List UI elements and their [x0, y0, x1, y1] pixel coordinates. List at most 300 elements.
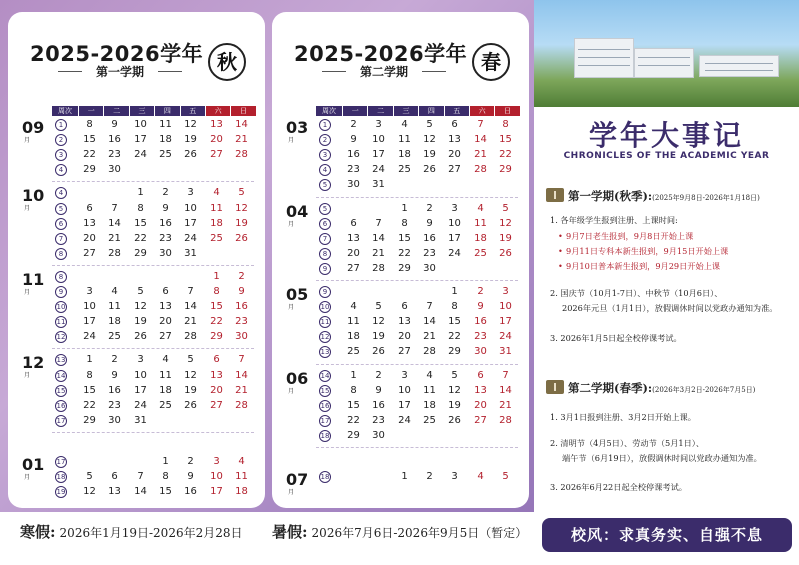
- week-number: 17: [320, 416, 330, 425]
- day-cell: 11: [347, 316, 360, 328]
- day-cell: 30: [372, 429, 385, 441]
- sem2-heading: 第二学期(春季):(2026年3月2日-2026年7月5日): [546, 380, 755, 396]
- day-cell: 26: [423, 164, 436, 176]
- winter-break-text: 2026年1月19日-2026年2月28日: [59, 526, 243, 540]
- fall-month-01: 01 月: [22, 454, 45, 481]
- week-number: 17: [56, 416, 66, 425]
- day-cell: 5: [86, 471, 93, 482]
- day-cell: 5: [451, 369, 458, 381]
- fall-month-12: 12 月: [22, 353, 45, 380]
- day-cell: 23: [347, 164, 360, 176]
- week-number: 13: [320, 348, 330, 357]
- week-number: 5: [55, 203, 67, 215]
- week-row: [272, 384, 529, 399]
- day-cell: 8: [451, 301, 458, 313]
- day-cell: 20: [210, 384, 223, 396]
- day-cell: 23: [372, 414, 385, 426]
- day-cell: 22: [83, 149, 96, 161]
- day-cell: 15: [83, 134, 96, 146]
- day-cell: 17: [184, 217, 197, 229]
- day-cell: 28: [108, 247, 121, 259]
- day-cell: 23: [108, 149, 121, 161]
- day-cell: 9: [350, 134, 357, 146]
- day-cell: 19: [499, 232, 512, 244]
- spring-seal: 春: [472, 43, 510, 81]
- day-cell: 3: [375, 119, 382, 130]
- day-cell: 16: [235, 301, 248, 313]
- day-cell: 5: [426, 119, 433, 130]
- chronicle-title: 学年大事记: [588, 119, 744, 152]
- day-cell: 27: [210, 149, 223, 161]
- day-cell: 16: [108, 134, 121, 146]
- day-cell: 20: [83, 232, 96, 244]
- day-cell: 15: [398, 232, 411, 244]
- day-cell: 25: [474, 247, 487, 259]
- day-cell: 31: [499, 346, 512, 358]
- spring-calendar-panel: [272, 12, 529, 508]
- day-cell: 16: [184, 486, 197, 498]
- weekday-header-6: 六: [470, 106, 494, 116]
- day-cell: 14: [372, 232, 385, 244]
- day-cell: 26: [448, 414, 461, 426]
- day-cell: 6: [477, 369, 484, 381]
- day-cell: 28: [235, 149, 248, 161]
- day-cell: 10: [134, 369, 147, 381]
- week-row: [272, 217, 529, 232]
- day-cell: 15: [499, 134, 512, 146]
- day-cell: 30: [108, 414, 121, 426]
- week-row: [8, 285, 265, 300]
- sem1-sub2: • 9月11日专科本新生报到，9月15日开始上课: [566, 245, 728, 258]
- day-cell: 3: [137, 354, 144, 366]
- week-row: [272, 399, 529, 414]
- week-number: 12: [56, 333, 66, 342]
- day-cell: 27: [474, 414, 487, 426]
- day-cell: 18: [108, 316, 121, 328]
- week-number: 10: [320, 303, 330, 312]
- summer-break-text: 2026年7月6日-2026年9月5日（暂定）: [311, 526, 528, 540]
- week-row: [272, 429, 529, 444]
- day-cell: 30: [423, 262, 436, 274]
- day-cell: 27: [210, 399, 223, 411]
- day-cell: 5: [502, 471, 509, 482]
- sem1-item1: 1. 各年级学生报到注册、上课时间:: [550, 215, 678, 225]
- day-cell: 21: [184, 316, 197, 328]
- day-cell: 22: [134, 232, 147, 244]
- week-row: [8, 399, 265, 414]
- day-cell: 1: [451, 286, 458, 297]
- book-icon: [546, 380, 564, 394]
- week-row: [8, 470, 265, 485]
- week-row: [272, 300, 529, 315]
- week-number: 12: [320, 333, 330, 342]
- week-number: 3: [319, 149, 331, 161]
- day-cell: 15: [83, 384, 96, 396]
- day-cell: 10: [398, 384, 411, 396]
- day-cell: 11: [210, 202, 223, 214]
- week-row: [8, 232, 265, 247]
- week-row: [8, 455, 265, 470]
- sem1-sub3: • 9月10日普本新生报到，9月29日开始上课: [566, 260, 720, 273]
- week-number: 16: [320, 401, 330, 410]
- weekday-header-2: 二: [368, 106, 392, 116]
- day-cell: 4: [162, 354, 169, 366]
- day-cell: 7: [238, 354, 245, 366]
- week-row: [272, 285, 529, 300]
- spring-weekday-header: [316, 106, 520, 116]
- week-number: 6: [55, 218, 67, 230]
- week-row: [272, 247, 529, 262]
- day-cell: 17: [83, 316, 96, 328]
- day-cell: 29: [83, 414, 96, 426]
- week-number: 1: [55, 119, 67, 131]
- week-number: 19: [56, 488, 66, 497]
- day-cell: 20: [159, 316, 172, 328]
- day-cell: 16: [159, 217, 172, 229]
- day-cell: 28: [474, 164, 487, 176]
- day-cell: 31: [184, 247, 197, 259]
- school-motto: 校风：求真务实、自强不息: [542, 518, 792, 552]
- day-cell: 20: [474, 399, 487, 411]
- day-cell: 10: [83, 301, 96, 313]
- week-row: [8, 315, 265, 330]
- day-cell: 22: [448, 331, 461, 343]
- day-cell: 26: [184, 149, 197, 161]
- day-cell: 29: [499, 164, 512, 176]
- day-cell: 29: [134, 247, 147, 259]
- fall-month-10: 10 月: [22, 186, 45, 213]
- day-cell: 11: [398, 134, 411, 146]
- spring-month-03: 03 月: [286, 118, 309, 144]
- week-row: [8, 353, 265, 368]
- day-cell: 8: [213, 286, 220, 297]
- day-cell: 24: [134, 149, 147, 161]
- chronicle-panel: [534, 0, 799, 565]
- week-row: [8, 485, 265, 500]
- day-cell: 3: [86, 286, 93, 297]
- day-cell: 1: [401, 471, 408, 482]
- day-cell: 4: [401, 119, 408, 130]
- day-cell: 16: [423, 232, 436, 244]
- week-row: [8, 202, 265, 217]
- day-cell: 12: [423, 134, 436, 146]
- week-number: 9: [319, 286, 331, 298]
- day-cell: 5: [502, 202, 509, 214]
- day-cell: 29: [448, 346, 461, 358]
- day-cell: 1: [86, 354, 93, 366]
- day-cell: 9: [477, 301, 484, 313]
- day-cell: 6: [111, 471, 118, 482]
- day-cell: 25: [398, 164, 411, 176]
- day-cell: 26: [134, 331, 147, 343]
- day-cell: 24: [184, 232, 197, 244]
- fall-month-11: 11 月: [22, 269, 45, 296]
- day-cell: 7: [502, 369, 509, 381]
- day-cell: 19: [184, 384, 197, 396]
- day-cell: 4: [213, 187, 220, 199]
- week-row: [272, 163, 529, 178]
- week-number: 4: [55, 187, 67, 199]
- day-cell: 18: [423, 399, 436, 411]
- day-cell: 10: [184, 202, 197, 214]
- day-cell: 25: [210, 232, 223, 244]
- day-cell: 18: [159, 384, 172, 396]
- fall-subtitle: 第一学期: [58, 63, 182, 80]
- day-cell: 25: [423, 414, 436, 426]
- week-number: 18: [56, 473, 66, 481]
- day-cell: 17: [448, 232, 461, 244]
- day-cell: 24: [372, 164, 385, 176]
- day-cell: 13: [474, 384, 487, 396]
- week-row: [8, 186, 265, 201]
- day-cell: 20: [448, 149, 461, 161]
- day-cell: 9: [426, 217, 433, 229]
- day-cell: 1: [401, 202, 408, 214]
- day-cell: 3: [502, 286, 509, 297]
- week-row: [8, 369, 265, 384]
- day-cell: 17: [134, 134, 147, 146]
- week-row: [272, 148, 529, 163]
- week-number: 7: [319, 233, 331, 245]
- weekday-header-5: 五: [181, 106, 205, 116]
- day-cell: 13: [83, 217, 96, 229]
- day-cell: 23: [423, 247, 436, 259]
- day-cell: 11: [159, 369, 172, 381]
- week-row: [8, 330, 265, 345]
- week-number: 14: [320, 371, 330, 380]
- week-row: [272, 315, 529, 330]
- day-cell: 26: [235, 232, 248, 244]
- spring-title: 2025-2026学年: [294, 42, 468, 66]
- day-cell: 12: [372, 316, 385, 328]
- day-cell: 28: [184, 331, 197, 343]
- day-cell: 3: [187, 187, 194, 199]
- week-number: 11: [56, 318, 66, 327]
- day-cell: 4: [477, 471, 484, 482]
- day-cell: 9: [162, 202, 169, 214]
- day-cell: 21: [423, 331, 436, 343]
- day-cell: 16: [372, 399, 385, 411]
- day-cell: 16: [108, 384, 121, 396]
- fall-weekday-header: [52, 106, 256, 116]
- day-cell: 9: [238, 286, 245, 297]
- day-cell: 21: [235, 134, 248, 146]
- day-cell: 29: [210, 331, 223, 343]
- book-icon: [546, 188, 564, 202]
- week-number: 2: [319, 134, 331, 146]
- day-cell: 10: [372, 134, 385, 146]
- week-number: 4: [55, 164, 67, 176]
- day-cell: 29: [83, 164, 96, 176]
- week-number: 8: [55, 271, 67, 283]
- day-cell: 27: [159, 331, 172, 343]
- day-cell: 3: [451, 471, 458, 482]
- week-row: [8, 217, 265, 232]
- week-number: 18: [320, 431, 330, 440]
- day-cell: 17: [499, 316, 512, 328]
- day-cell: 2: [477, 286, 484, 297]
- sem2-item1: 1. 3月1日报到注册、3月2日开始上课。: [550, 412, 696, 422]
- day-cell: 8: [401, 217, 408, 229]
- day-cell: 8: [350, 384, 357, 396]
- day-cell: 23: [159, 232, 172, 244]
- week-row: [272, 202, 529, 217]
- day-cell: 5: [187, 354, 194, 366]
- day-cell: 9: [187, 471, 194, 482]
- day-cell: 12: [184, 119, 197, 130]
- weekday-header-4: 四: [419, 106, 443, 116]
- day-cell: 15: [134, 217, 147, 229]
- day-cell: 1: [137, 187, 144, 199]
- day-cell: 28: [372, 262, 385, 274]
- day-cell: 9: [111, 119, 118, 130]
- summer-break-label: 暑假:: [272, 523, 308, 541]
- week-number: 15: [56, 386, 66, 395]
- week-number: 9: [319, 263, 331, 275]
- day-cell: 8: [137, 202, 144, 214]
- day-cell: 18: [398, 149, 411, 161]
- fall-month-09: 09 月: [22, 118, 45, 144]
- weekday-header-5: 五: [445, 106, 469, 116]
- day-cell: 2: [426, 202, 433, 214]
- week-number: 10: [56, 303, 66, 312]
- weekday-header-3: 三: [394, 106, 418, 116]
- day-cell: 9: [111, 369, 118, 381]
- weekday-header-3: 三: [130, 106, 154, 116]
- day-cell: 21: [474, 149, 487, 161]
- day-cell: 2: [187, 455, 194, 467]
- week-number: 7: [55, 233, 67, 245]
- day-cell: 15: [210, 301, 223, 313]
- week-row: [272, 232, 529, 247]
- spring-month-05: 05 月: [286, 285, 309, 311]
- day-cell: 4: [111, 286, 118, 297]
- day-cell: 8: [162, 471, 169, 482]
- week-number: 15: [320, 386, 330, 395]
- day-cell: 21: [235, 384, 248, 396]
- fall-seal: 秋: [208, 43, 246, 81]
- week-number: 16: [56, 401, 66, 410]
- day-cell: 22: [499, 149, 512, 161]
- week-row: [8, 270, 265, 285]
- sem1-item3: 3. 2026年1月5日起全校停课考试。: [550, 333, 682, 343]
- day-cell: 23: [474, 331, 487, 343]
- day-cell: 14: [184, 301, 197, 313]
- day-cell: 7: [187, 286, 194, 297]
- day-cell: 9: [375, 384, 382, 396]
- week-row: [272, 345, 529, 360]
- day-cell: 28: [423, 346, 436, 358]
- day-cell: 13: [398, 316, 411, 328]
- day-cell: 26: [184, 399, 197, 411]
- fall-calendar-panel: [8, 12, 265, 508]
- day-cell: 12: [499, 217, 512, 229]
- day-cell: 10: [134, 119, 147, 130]
- day-cell: 25: [159, 399, 172, 411]
- day-cell: 19: [184, 134, 197, 146]
- sem1-item2b: 2026年元旦（1月1日），放假调休时间以党政办通知为准。: [562, 303, 778, 313]
- day-cell: 20: [347, 247, 360, 259]
- winter-break-label: 寒假:: [20, 523, 56, 541]
- day-cell: 31: [372, 179, 385, 191]
- day-cell: 15: [347, 399, 360, 411]
- day-cell: 4: [477, 202, 484, 214]
- day-cell: 22: [398, 247, 411, 259]
- day-cell: 7: [375, 217, 382, 229]
- day-cell: 22: [347, 414, 360, 426]
- day-cell: 8: [86, 119, 93, 130]
- day-cell: 12: [184, 369, 197, 381]
- day-cell: 7: [477, 119, 484, 130]
- day-cell: 13: [210, 119, 223, 130]
- day-cell: 14: [423, 316, 436, 328]
- week-row: [272, 133, 529, 148]
- day-cell: 22: [83, 399, 96, 411]
- day-cell: 27: [398, 346, 411, 358]
- week-row: [272, 470, 529, 485]
- day-cell: 1: [213, 270, 220, 282]
- day-cell: 25: [347, 346, 360, 358]
- chronicle-subtitle: CHRONICLES OF THE ACADEMIC YEAR: [563, 151, 770, 161]
- day-cell: 17: [134, 384, 147, 396]
- day-cell: 18: [347, 331, 360, 343]
- day-cell: 19: [235, 217, 248, 229]
- day-cell: 7: [111, 202, 118, 214]
- weekday-header-2: 二: [104, 106, 128, 116]
- day-cell: 11: [474, 217, 487, 229]
- week-number: 9: [55, 286, 67, 298]
- week-number: 3: [55, 149, 67, 161]
- day-cell: 6: [350, 217, 357, 229]
- day-cell: 20: [398, 331, 411, 343]
- day-cell: 14: [108, 217, 121, 229]
- spring-subtitle: 第二学期: [322, 63, 446, 80]
- day-cell: 1: [162, 455, 169, 467]
- week-row: [8, 300, 265, 315]
- day-cell: 28: [499, 414, 512, 426]
- day-cell: 16: [474, 316, 487, 328]
- day-cell: 13: [108, 486, 121, 498]
- day-cell: 26: [372, 346, 385, 358]
- day-cell: 4: [238, 455, 245, 467]
- day-cell: 12: [448, 384, 461, 396]
- day-cell: 14: [499, 384, 512, 396]
- day-cell: 4: [426, 369, 433, 381]
- day-cell: 19: [134, 316, 147, 328]
- day-cell: 2: [111, 354, 118, 366]
- day-cell: 3: [401, 369, 408, 381]
- week-row: [8, 384, 265, 399]
- sem2-item2b: 端午节（6月19日），放假调休时间以党政办通知为准。: [562, 453, 762, 463]
- day-cell: 12: [134, 301, 147, 313]
- weekday-header-6: 六: [206, 106, 230, 116]
- day-cell: 18: [474, 232, 487, 244]
- day-cell: 2: [238, 270, 245, 282]
- week-number: 8: [319, 248, 331, 260]
- day-cell: 21: [499, 399, 512, 411]
- weekday-header-0: 周次: [316, 106, 342, 116]
- day-cell: 21: [108, 232, 121, 244]
- week-row: [8, 148, 265, 163]
- day-cell: 6: [162, 286, 169, 297]
- day-cell: 2: [350, 119, 357, 130]
- fall-title: 2025-2026学年: [30, 42, 204, 66]
- day-cell: 1: [350, 369, 357, 381]
- day-cell: 19: [448, 399, 461, 411]
- day-cell: 2: [426, 471, 433, 482]
- day-cell: 14: [474, 134, 487, 146]
- sem1-sub1: • 9月7日老生报到，9月8日开始上课: [566, 230, 693, 243]
